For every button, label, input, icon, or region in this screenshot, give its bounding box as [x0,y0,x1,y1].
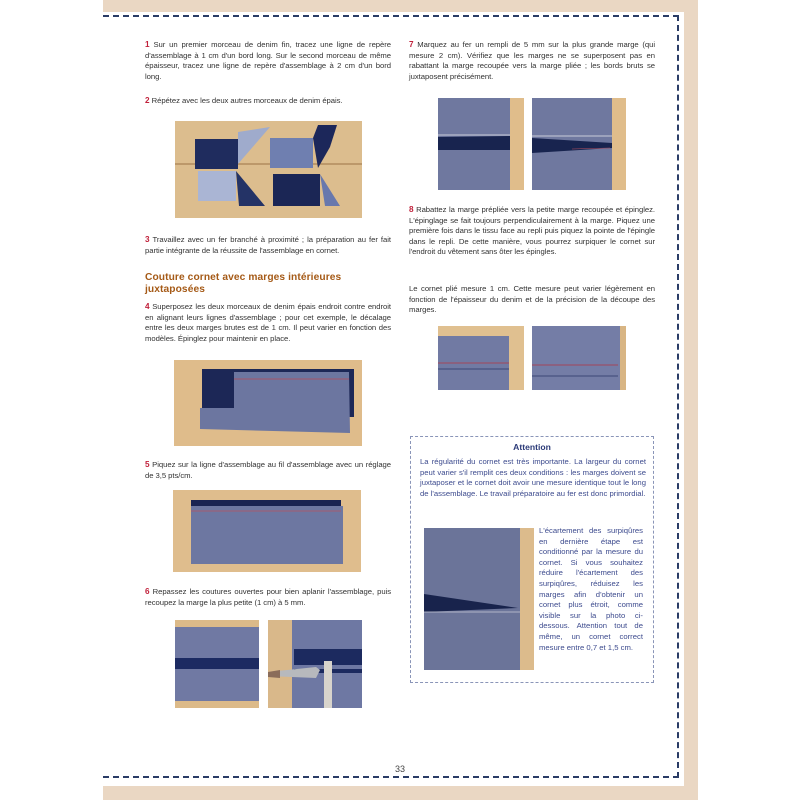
step-text: Superposez les deux morceaux de denim épais endroit contre endroit en alignant leurs lignes d'assemblage ; pour cet exemple, le décalage entre les deux marges brutes est de 1 cm. Il peut varier en fonction des modèles. Épinglez pour maintenir en place. [145,302,391,343]
photo-illustration [532,326,626,390]
photo-margin-pressed-fold [438,98,524,190]
step-2 [145,96,391,107]
photo-denim-pieces-arranged [175,121,362,218]
step-number: 2 [145,96,150,105]
attention-box [410,436,654,683]
photo-illustration [424,528,534,670]
photo-illustration [175,620,259,708]
step-5 [145,460,391,481]
step-text: Marquez au fer un rempli de 5 mm sur la plus grande marge (qui mesure 2 cm). Vérifiez que les marges ne se superposent pas en rabattant la marge recoupée vers la marge pliée ; les bords bruts se juxtaposent précisément. [409,40,655,81]
attention-text: La régularité du cornet est très importante. La largeur du cornet peut varier s'il remplit ces deux conditions : les marges doivent se juxtaposer et le cornet doit avoir une mesure identique tout le long de l'assemblage. Le travail préparatoire au fer est donc primordial. [420,457,646,498]
photo-margins-juxtaposed [532,98,626,190]
photo-trimming-margin-with-scissors [268,620,362,708]
photo-illustration [438,326,524,390]
step-number: 6 [145,587,150,596]
photo-illustration [173,490,361,572]
photo-illustration [174,360,362,446]
photo-illustration [175,121,362,218]
photo-illustration [438,98,524,190]
photo-illustration [532,98,626,190]
step-number: 3 [145,235,150,244]
step-1 [145,40,391,82]
step-4 [145,302,391,344]
step-text: Sur un premier morceau de denim fin, tracez une ligne de repère d'assemblage à 1 cm d'un bord long. Sur le second morceau de même épaisseur, tracez une ligne de repère d'assemblage à 2 cm d'un bord long. [145,40,391,81]
photo-cornet-pinned [438,326,524,390]
step-text: Travaillez avec un fer branché à proximité ; la préparation au fer fait partie intégrante de la réussite de l'assemblage en cornet. [145,235,391,255]
step-7 [409,40,655,82]
photo-cornet-topstitched [532,326,626,390]
photo-seam-pressed-open [175,620,259,708]
step-number: 8 [409,205,414,214]
step-number: 4 [145,302,150,311]
step-number: 7 [409,40,414,49]
section-title: Couture cornet avec marges intérieures juxtaposées [145,272,342,295]
step-text: Repassez les coutures ouvertes pour bien aplanir l'assemblage, puis recoupez la marge la plus petite (1 cm) à 5 mm. [145,587,391,607]
step-number: 1 [145,40,150,49]
photo-illustration [268,620,362,708]
cornet-note: Le cornet plié mesure 1 cm. Cette mesure peut varier légèrement en fonction de l'épaisseur du denim et de la précision de la découpe des marges. [409,284,655,315]
photo-pieces-pinned-together [174,360,362,446]
step-6 [145,587,391,608]
page-number: 33 [388,764,412,774]
attention-side-text: L'écartement des surpiqûres en dernière étape est conditionné par la mesure du cornet. Si vous souhaitez réduire l'écartement des surpiqûres, réduisez les marges afin d'obtenir un cornet plus étroit, comme visible sur la photo ci-dessous. Attention tout de même, un cornet correct mesure entre 0,7 et 1,5 cm. [539,526,643,652]
photo-stitched-seam [173,490,361,572]
step-text: Répétez avec les deux autres morceaux de denim épais. [151,96,343,105]
attention-title: Attention [513,442,551,452]
photo-narrow-cornet-example [424,528,534,670]
step-text: Rabattez la marge prépliée vers la petite marge recoupée et épinglez. L'épinglage se fait toujours perpendiculairement à la marge. Piquez une première fois dans le tissu face au repli puis piquez la pointe de l'épingle dans le repli. De cette manière, vous pourrez surpiquer le cornet sur l'endroit du vêtement sans ôter les épingles. [409,205,655,257]
step-8 [409,205,655,258]
step-number: 5 [145,460,150,469]
step-3 [145,235,391,256]
step-text: Piquez sur la ligne d'assemblage au fil d'assemblage avec un réglage de 3,5 pts/cm. [145,460,391,480]
